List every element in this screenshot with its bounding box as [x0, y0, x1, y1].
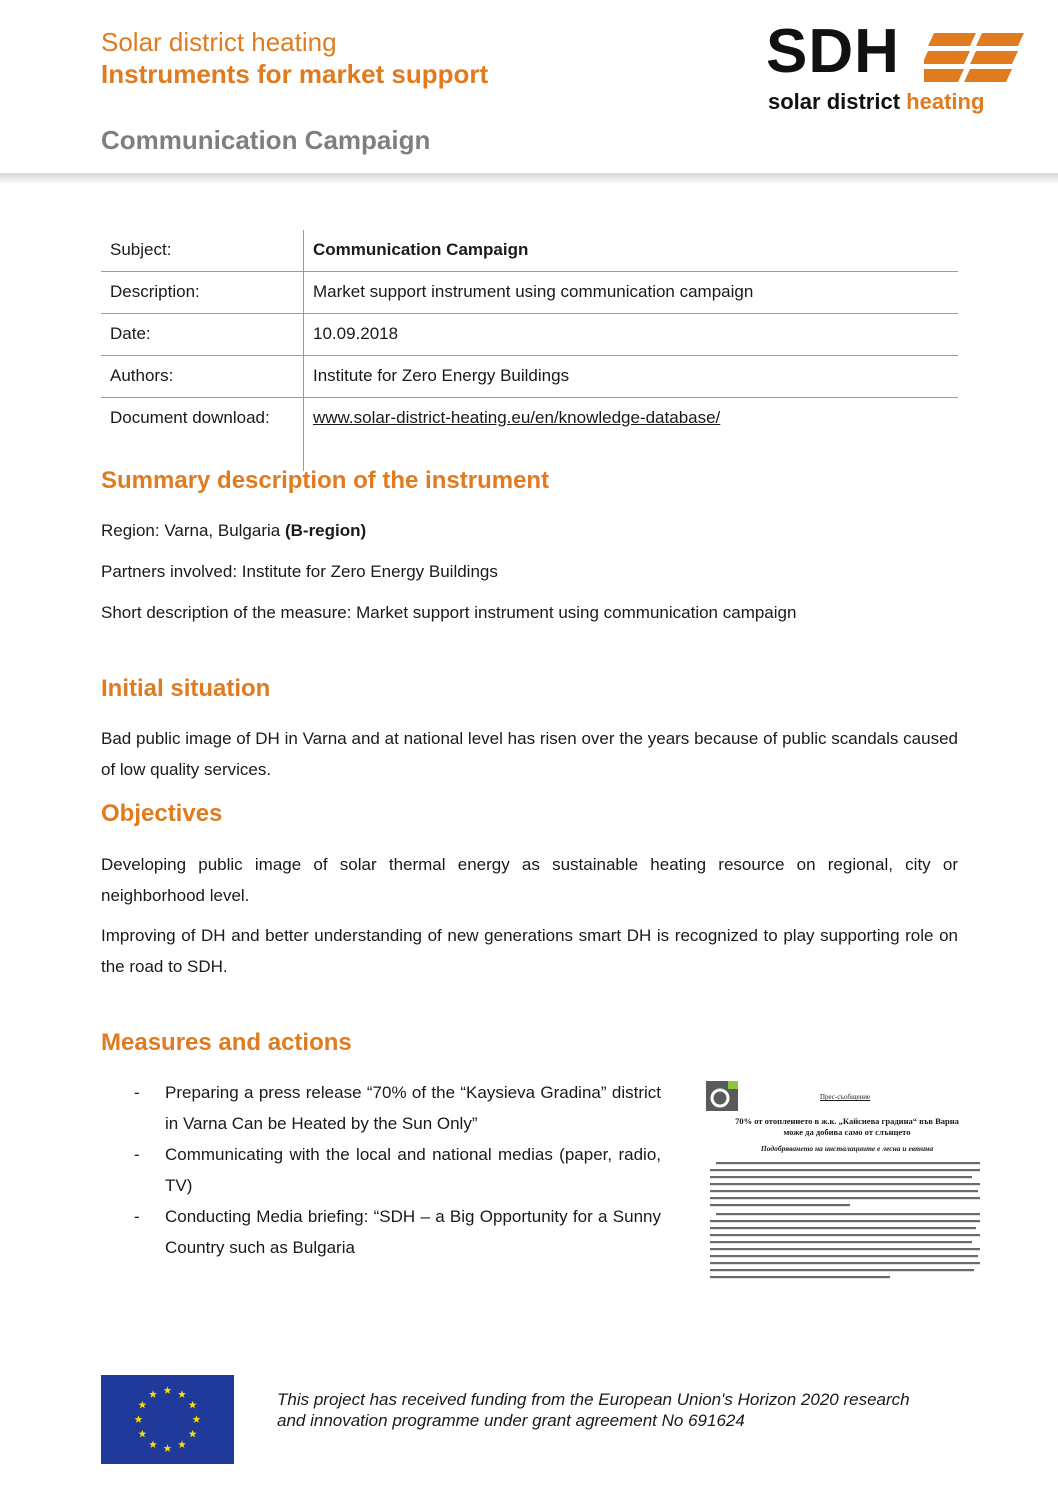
list-item-text: Preparing a press release “70% of the “Kaysieva Gradina” district in Varna Can be Heated by the Sun Only” [165, 1083, 661, 1133]
logo-sdh-text: SDH [766, 17, 900, 86]
header-title-line3: Communication Campaign [101, 125, 431, 155]
press-release-subtitle: Подобряването на инсталациите е лесна и евтина [760, 1144, 934, 1153]
initial-text: Bad public image of DH in Varna and at national level has risen over the years because of public scandals caused of low quality services. [101, 729, 958, 779]
table-label: Document download: [101, 398, 304, 471]
funding-notice [277, 1389, 977, 1431]
initial-heading: Initial situation [101, 675, 271, 702]
press-release-title-2: може да добива само от слънцето [783, 1127, 911, 1137]
eu-star-icon [135, 1415, 143, 1423]
press-release-title-1: 70% от отоплението в ж.к. „Кайсиева градина“ във Варна [735, 1116, 959, 1126]
table-label: Description: [101, 272, 304, 313]
eu-star-icon [178, 1390, 186, 1398]
logo-subtitle-a: solar district [768, 89, 901, 114]
measures-list [101, 1077, 661, 1263]
table-row [101, 356, 958, 398]
bullet-dash: - [134, 1083, 140, 1102]
header-divider [0, 173, 1058, 185]
summary-heading: Summary description of the instrument [101, 467, 550, 494]
eu-stars-icon [101, 1375, 234, 1464]
eu-star-icon [138, 1430, 146, 1438]
list-item [101, 1077, 661, 1139]
table-label: Date: [101, 314, 304, 355]
info-table [101, 230, 958, 471]
table-row [101, 314, 958, 356]
measures-heading: Measures and actions [101, 1029, 352, 1056]
eu-star-icon [164, 1386, 172, 1394]
list-item-text: Conducting Media briefing: “SDH – a Big Opportunity for a Sunny Country such as Bulgaria [165, 1207, 661, 1257]
table-value: 10.09.2018 [313, 324, 399, 343]
logo-subtitle [768, 89, 984, 115]
press-release-label: Прес-съобщение [820, 1093, 871, 1101]
eu-star-icon [193, 1415, 201, 1423]
press-release-body-text [710, 1160, 990, 1288]
objectives-paragraph-2: Improving of DH and better understanding of new generations smart DH is recognized to play supporting role on the road to SDH. [101, 926, 958, 976]
eu-star-icon [189, 1430, 197, 1438]
funding-line-1: This project has received funding from the European Union's Horizon 2020 research [277, 1390, 910, 1409]
objectives-heading: Objectives [101, 800, 223, 827]
eu-star-icon [149, 1390, 157, 1398]
summary-short-description: Short description of the measure: Market support instrument using communication campaign [101, 603, 797, 622]
table-row [101, 272, 958, 314]
list-item-text: Communicating with the local and national medias (paper, radio, TV) [165, 1145, 661, 1195]
eu-star-icon [149, 1440, 157, 1448]
region-text: Region: Varna, Bulgaria [101, 521, 285, 540]
table-value-cell [304, 398, 958, 471]
objectives-paragraph-1: Developing public image of solar thermal energy as sustainable heating resource on regional, city or neighborhood level. [101, 855, 958, 905]
logo-subtitle-b: heating [906, 89, 985, 114]
bullet-dash: - [134, 1145, 140, 1164]
table-value: Institute for Zero Energy Buildings [313, 366, 570, 385]
eu-star-icon [138, 1401, 146, 1409]
region-code: (B-region) [284, 521, 367, 540]
table-row [101, 230, 958, 272]
eu-star-icon [189, 1401, 197, 1409]
logo-stripes-icon [924, 33, 1026, 83]
table-value: Market support instrument using communication campaign [313, 282, 754, 301]
header-title-line2: Instruments for market support [101, 59, 489, 89]
header-title-line1: Solar district heating [101, 27, 337, 57]
organisation-logo-icon [706, 1081, 738, 1111]
list-item [101, 1201, 661, 1263]
sdh-logo [766, 17, 1026, 120]
table-value: Communication Campaign [313, 240, 529, 259]
eu-star-icon [178, 1440, 186, 1448]
bullet-dash: - [134, 1207, 140, 1226]
list-item [101, 1139, 661, 1201]
table-label: Subject: [101, 230, 304, 271]
download-link[interactable]: www.solar-district-heating.eu/en/knowledge-database/ [313, 408, 721, 427]
eu-star-icon [164, 1444, 172, 1452]
press-release-image [700, 1078, 990, 1290]
table-row [101, 398, 958, 471]
funding-line-2: and innovation programme under grant agreement No 691624 [277, 1411, 745, 1430]
eu-flag [101, 1375, 234, 1464]
summary-partners: Partners involved: Institute for Zero Energy Buildings [101, 562, 498, 581]
summary-region [101, 515, 366, 546]
table-label: Authors: [101, 356, 304, 397]
